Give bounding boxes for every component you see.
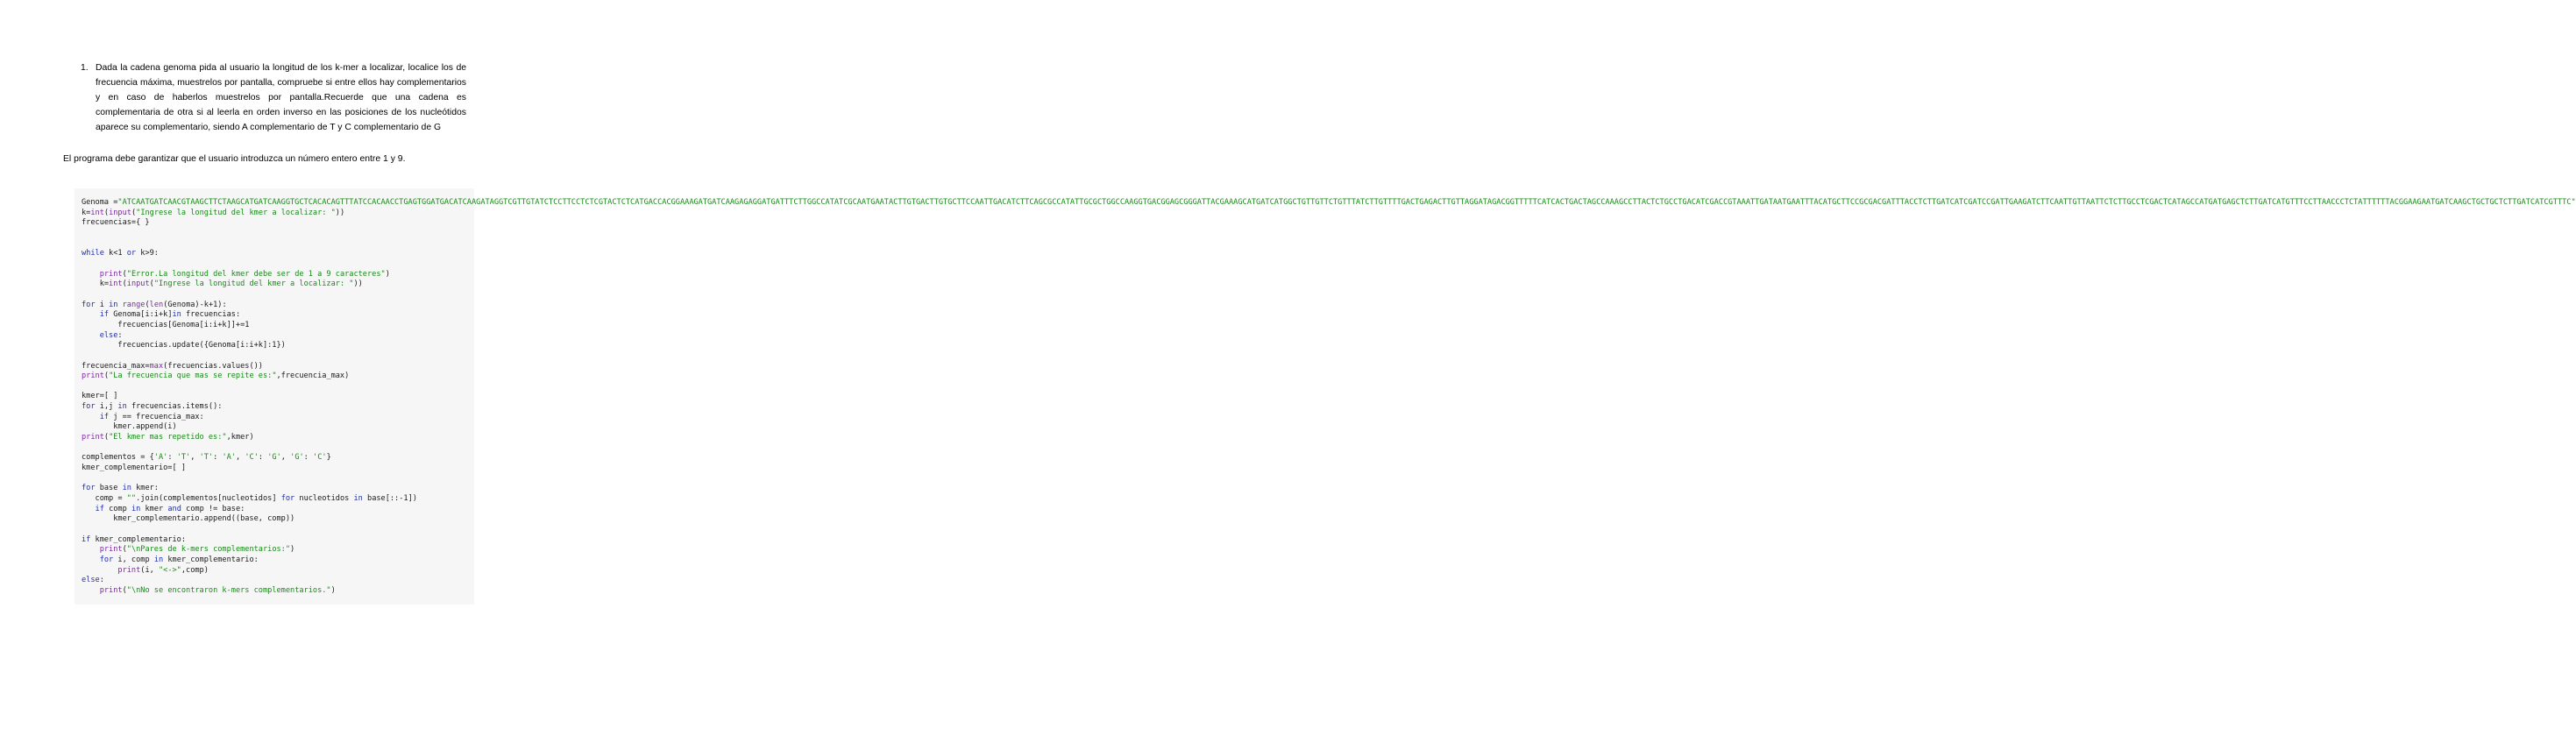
code-token: "\nNo se encontraron k-mers complementarios." — [126, 585, 331, 595]
code-token — [82, 545, 100, 554]
code-token: , — [190, 453, 200, 463]
code-token: in — [172, 310, 181, 320]
code-line — [82, 545, 474, 555]
code-listing — [75, 188, 2576, 597]
code-token: in — [131, 504, 141, 513]
code-line — [82, 484, 474, 494]
code-line — [82, 453, 474, 463]
code-token: 'C' — [245, 453, 259, 463]
code-token: input — [126, 280, 150, 289]
code-token: or — [126, 249, 137, 258]
code-line — [82, 270, 474, 280]
code-line — [82, 474, 474, 485]
code-token — [82, 566, 117, 575]
task-text: Dada la cadena genoma pida al usuario la longitud de los k-mer a localizar, localice los de frecuencia máxima, muestrelos por pantalla, compruebe si entre ellos hay complementarios y en caso de haberlos muestrelos por pantalla.Recuerde que una cadena es complementaria de otra si al leerla en orden inverso en las posiciones de los nucleótidos aparece su complementario, siendo A complementario de T y C complementario de G — [96, 63, 466, 132]
code-token: in — [122, 484, 131, 493]
code-token: nucleotidos — [295, 494, 354, 504]
code-token: max — [149, 361, 164, 371]
code-token — [82, 310, 100, 319]
code-token: ,comp) — [181, 565, 209, 575]
code-token: for — [82, 484, 96, 493]
code-line — [82, 372, 474, 382]
code-token: i — [95, 300, 110, 309]
code-token: 'A' — [222, 453, 236, 463]
code-token: frecuencias.update({Genoma[i:i+k]:1}) — [82, 341, 286, 350]
code-token: kmer.append(i) — [82, 422, 177, 432]
code-token: k<1 — [103, 249, 127, 258]
code-token: for — [280, 494, 295, 504]
code-line — [82, 413, 474, 423]
code-token: for — [82, 402, 96, 412]
code-token: input — [109, 208, 131, 217]
code-token: 'G' — [290, 453, 304, 463]
code-token: comp — [103, 504, 131, 513]
code-line — [82, 198, 2576, 209]
code-token: kmer_complementario=[ ] — [82, 463, 186, 473]
code-token: ,kmer) — [226, 433, 254, 442]
code-token: in — [153, 555, 164, 564]
code-token: , — [236, 453, 245, 463]
code-line — [82, 535, 474, 546]
code-token: , — [280, 453, 291, 463]
code-token — [82, 505, 96, 513]
code-token: "ATCAATGATCAACGTAAGCTTCTAAGCATGATCAAGGTGCTCACACAGTTTATCCACAACCTGAGTGGATGACATCAAGATAGGTCGTTGTATCTCCTTCCTCTCGTACTCTCATGACCACGGAAAGATGATCAAGAGAGGATGATTTCTTGGCCATATCGCAATGAATACTTGTGACTTGTGCTTCCAATTGACATCTTCAGCGCCATATTGCGCTGGCCAAGGTGACGGAGCGGGATTACGAAAGCATGATCATGGCTGTTGTTCTGTTTATCTTGTTTTGACTGAGACTTGTTAGGATAGACGGTTTTTCATCACTGACTAGCCAAAGCCTTACTCTGCCTGACATCGACCGTAAATTGATAATGAATTTACATGCTTCCGCGACGATTTACCTCTTGATCATCGATCCGATTGAAGATCTTCAATTGTTAATTCTCTTGCCTCGACTCATAGCCATGATGAGCTCTTGATCATGTTTCCTTAACCCTCTATTTTTTACGGAAGAATGATCAAGCTGCTGCTCTTGATCATCGTTTC" — [117, 198, 2576, 207]
code-token: if — [99, 310, 110, 320]
code-token: 'T' — [199, 453, 214, 463]
code-token: comp = — [82, 494, 127, 504]
code-token: )) — [335, 208, 345, 217]
code-token: range — [122, 300, 145, 309]
code-line — [82, 505, 474, 515]
code-token: for — [99, 555, 114, 564]
code-line — [82, 566, 474, 577]
code-token: if — [99, 412, 110, 421]
code-token: 'C' — [313, 453, 327, 463]
code-token: "" — [126, 494, 137, 504]
code-token: if — [82, 534, 91, 544]
code-token: ,frecuencia_max) — [276, 372, 350, 381]
code-line — [82, 331, 474, 342]
code-line — [82, 249, 474, 259]
code-token: (Genoma)-k+1): — [163, 300, 227, 309]
code-line — [82, 301, 474, 311]
code-line — [82, 422, 474, 433]
code-token: kmer — [140, 504, 168, 513]
code-token: kmer_complementario.append((base, comp)) — [82, 514, 295, 524]
code-line — [82, 525, 474, 535]
code-token: 'A' — [153, 453, 168, 463]
code-line — [82, 433, 474, 443]
code-token: ( — [145, 300, 150, 309]
code-token: (frecuencias.values()) — [163, 361, 263, 371]
code-token: "Ingrese la longitud del kmer a localizar: " — [136, 208, 336, 217]
code-line — [82, 280, 474, 290]
code-token: ( — [103, 433, 110, 442]
code-token: print — [82, 372, 104, 381]
code-token: comp != base: — [181, 504, 245, 513]
code-token — [82, 555, 100, 564]
code-token: i,j — [95, 402, 118, 412]
code-line — [82, 218, 474, 229]
code-token: k= — [82, 208, 91, 217]
code-line — [82, 514, 474, 525]
code-token: print — [99, 269, 123, 279]
code-token: in — [117, 402, 127, 412]
code-token: print — [99, 545, 123, 555]
code-token — [82, 586, 100, 595]
code-line — [82, 402, 474, 413]
code-token: ( — [122, 545, 127, 555]
code-token: len — [149, 300, 164, 309]
code-line — [82, 229, 474, 239]
code-token — [82, 270, 100, 279]
code-token: k>9: — [136, 249, 159, 258]
code-token: if — [95, 504, 104, 513]
code-line — [82, 576, 474, 586]
code-token: frecuencias[Genoma[i:i+k]]+=1 — [82, 320, 250, 329]
code-token: "La frecuencia que mas se repite es:" — [109, 372, 277, 381]
code-token: frecuencia_max= — [82, 361, 150, 371]
code-token: 'G' — [267, 453, 281, 463]
code-line — [82, 341, 474, 351]
code-token: j == frecuencia_max: — [109, 412, 204, 421]
code-block — [75, 188, 2576, 605]
code-token: : — [99, 576, 104, 585]
code-token — [82, 331, 100, 340]
code-token: kmer_complementario: — [90, 534, 187, 544]
code-token: "El kmer mas repetido es:" — [109, 433, 227, 442]
code-token: print — [82, 433, 104, 442]
code-line — [82, 443, 474, 454]
code-line — [82, 392, 474, 402]
code-token: complementos = { — [82, 453, 154, 463]
code-line — [82, 259, 474, 270]
code-token: .join(complementos[nucleotidos] — [136, 494, 281, 504]
code-line — [82, 463, 474, 474]
code-token: Genoma[i:i+k] — [109, 310, 173, 320]
code-token: "Error.La longitud del kmer debe ser de 1 a 9 caracteres" — [126, 269, 386, 279]
code-line — [82, 351, 474, 362]
code-token: print — [117, 565, 141, 575]
code-line — [82, 362, 474, 372]
code-token: for — [82, 300, 96, 309]
code-token — [82, 413, 100, 421]
code-token: else — [82, 576, 100, 585]
code-token: frecuencias: — [181, 310, 241, 320]
code-token: : — [117, 330, 123, 340]
code-line — [82, 290, 474, 301]
code-token: } — [326, 453, 331, 463]
code-token: int — [109, 280, 123, 289]
code-line — [82, 555, 474, 566]
code-token: kmer: — [131, 484, 159, 493]
code-token: k= — [82, 280, 110, 289]
code-token: frecuencias={ } — [82, 218, 150, 228]
code-token: kmer=[ ] — [82, 392, 118, 401]
code-token: else — [99, 330, 118, 340]
code-token: : — [258, 453, 268, 463]
code-token: and — [167, 504, 181, 513]
code-token: : — [303, 453, 314, 463]
code-token: frecuencias.items(): — [126, 402, 223, 412]
task-item — [81, 60, 466, 135]
code-token: print — [99, 585, 123, 595]
code-token: base — [95, 484, 123, 493]
code-token: ( — [149, 280, 154, 289]
code-token: ( — [122, 280, 127, 289]
code-token: i, comp — [113, 555, 154, 564]
code-line — [82, 209, 474, 219]
code-token: ( — [103, 208, 110, 217]
code-line — [82, 310, 474, 321]
code-token: ) — [290, 545, 295, 555]
code-line — [82, 321, 474, 331]
item-number: 1. — [81, 63, 89, 73]
code-token: : — [167, 453, 177, 463]
code-token: ( — [131, 208, 137, 217]
code-token: base[::-1]) — [362, 494, 417, 504]
code-token: ( — [122, 269, 127, 279]
code-line — [82, 494, 474, 505]
code-token: ( — [122, 585, 127, 595]
code-token: Genoma = — [82, 198, 118, 207]
code-token: ) — [385, 269, 390, 279]
code-token: "Ingrese la longitud del kmer a localizar: " — [153, 280, 354, 289]
code-token: ( — [103, 372, 110, 381]
code-token: while — [82, 249, 104, 258]
code-token: in — [353, 494, 363, 504]
code-token: in — [109, 300, 118, 309]
code-token: ) — [330, 585, 336, 595]
code-line — [82, 586, 474, 597]
code-token: int — [90, 208, 104, 217]
code-token: )) — [353, 280, 363, 289]
code-token: kmer_complementario: — [163, 555, 259, 564]
code-line — [82, 382, 474, 393]
code-line — [82, 239, 474, 250]
code-token: 'T' — [176, 453, 191, 463]
requirement-note: El programa debe garantizar que el usuario introduzca un número entero entre 1 y 9. — [63, 154, 406, 164]
code-token: "<->" — [158, 565, 181, 575]
code-token: : — [213, 453, 223, 463]
code-token: (i, — [140, 565, 159, 575]
code-token: "\nPares de k-mers complementarios:" — [126, 545, 291, 555]
